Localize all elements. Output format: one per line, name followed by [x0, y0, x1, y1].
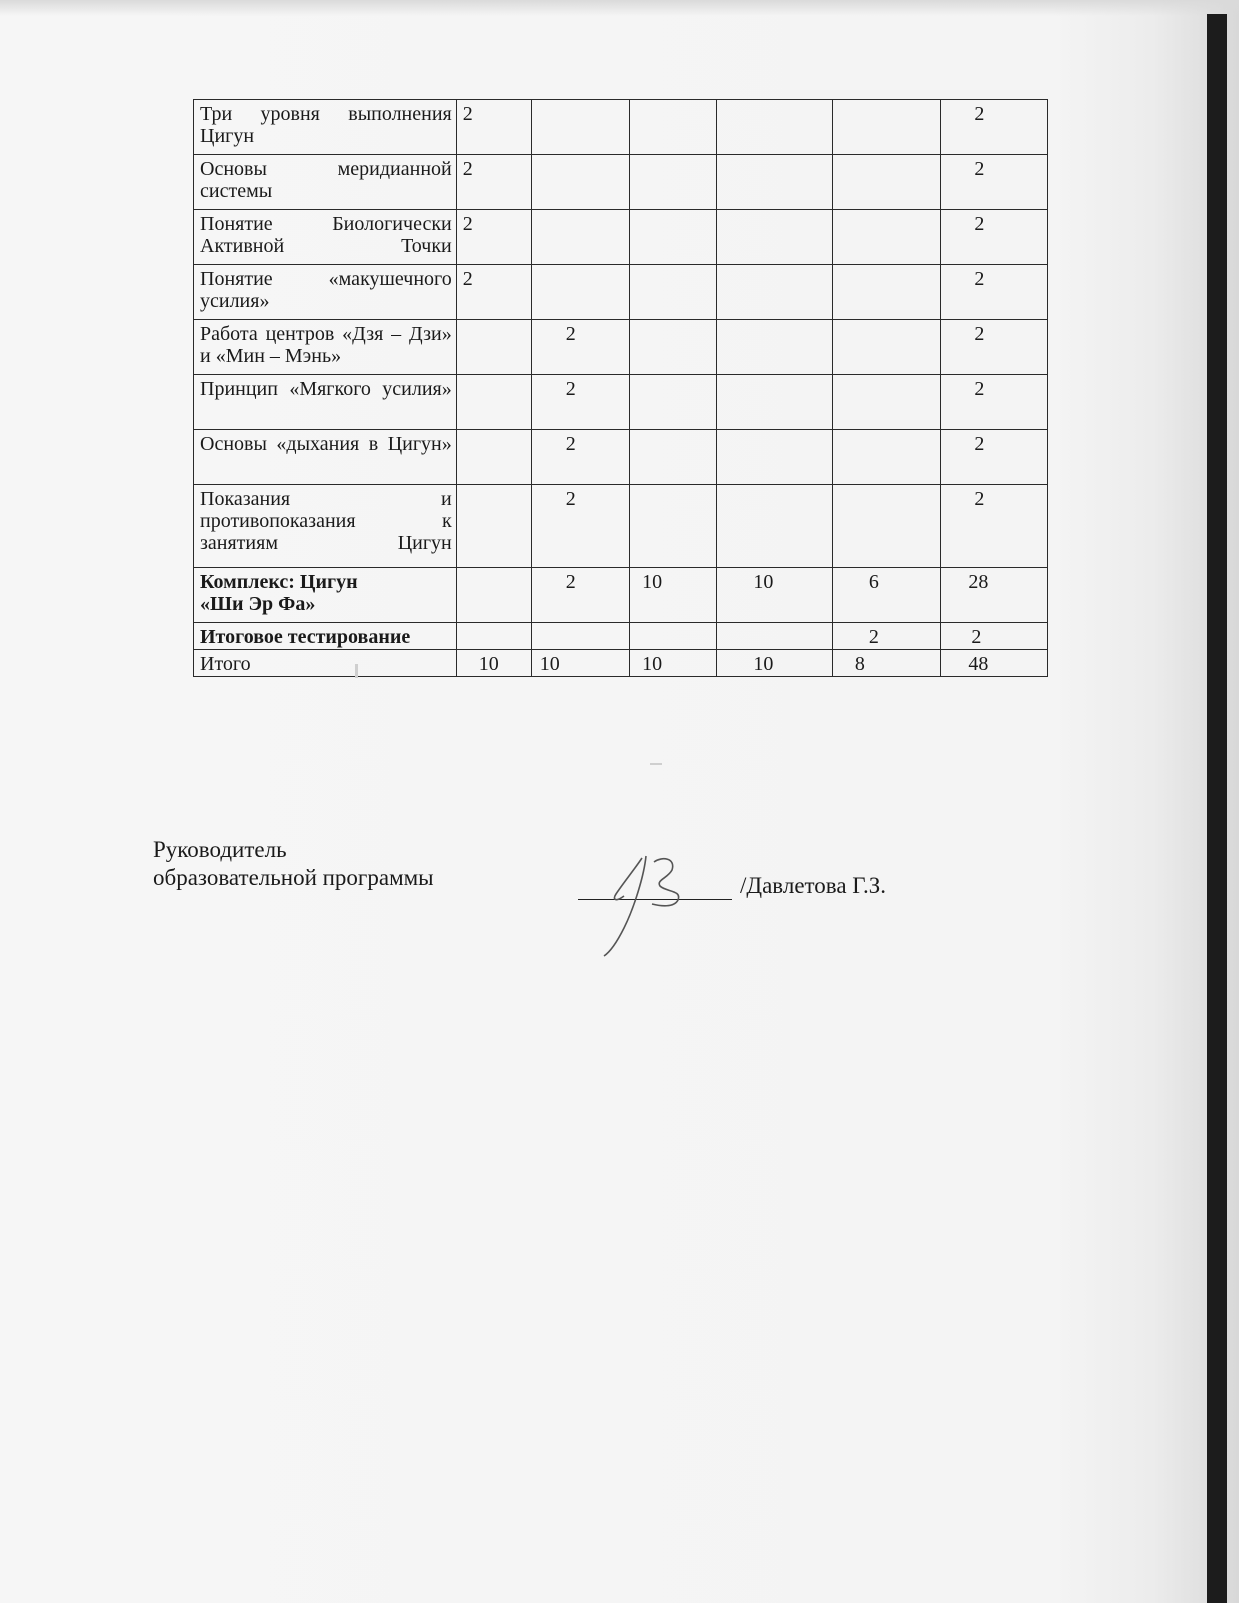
- hours-cell: [717, 265, 833, 320]
- hours-cell: [531, 623, 629, 650]
- hours-cell: [832, 375, 941, 430]
- hours-cell: 6: [832, 568, 941, 623]
- table-row: [194, 155, 1048, 210]
- hours-cell: [717, 155, 833, 210]
- hours-cell: 2: [531, 430, 629, 485]
- table-row: [194, 485, 1048, 568]
- topic-cell: Три уровня выполнения Цигун: [194, 100, 457, 155]
- hours-cell: [630, 623, 717, 650]
- topic-cell: Понятие «макушечного усилия»: [194, 265, 457, 320]
- hours-cell: [630, 265, 717, 320]
- scan-artifact: [650, 763, 662, 765]
- total-hours-cell: 2: [941, 430, 1048, 485]
- hours-cell: 2: [531, 485, 629, 568]
- total-hours-cell: 2: [941, 623, 1048, 650]
- total-hours-cell: 28: [941, 568, 1048, 623]
- hours-cell: [531, 265, 629, 320]
- role-line: образовательной программы: [153, 865, 434, 890]
- hours-cell: [717, 430, 833, 485]
- table-row: [194, 100, 1048, 155]
- topic-cell: Принцип «Мягкого усилия»: [194, 375, 457, 430]
- total-hours-cell: 2: [941, 210, 1048, 265]
- total-hours-cell: 48: [941, 650, 1048, 677]
- scan-edge-border: [1207, 14, 1227, 1603]
- table-row: [194, 623, 1048, 650]
- scan-artifact: [355, 664, 358, 678]
- total-hours-cell: 2: [941, 375, 1048, 430]
- scan-top-shadow: [0, 0, 1239, 16]
- hours-cell: [832, 320, 941, 375]
- hours-cell: [717, 320, 833, 375]
- table-row: [194, 210, 1048, 265]
- hours-cell: 10: [456, 650, 531, 677]
- hours-cell: [456, 568, 531, 623]
- hours-cell: [832, 100, 941, 155]
- hours-cell: 8: [832, 650, 941, 677]
- topic-line: «Ши Эр Фа»: [200, 593, 316, 615]
- hours-cell: [832, 155, 941, 210]
- hours-cell: [630, 320, 717, 375]
- signature-role: [153, 836, 434, 892]
- total-hours-cell: 2: [941, 155, 1048, 210]
- hours-cell: [531, 100, 629, 155]
- topic-cell: Основы «дыхания в Цигун»: [194, 430, 457, 485]
- hours-cell: [717, 100, 833, 155]
- hours-cell: 2: [531, 375, 629, 430]
- topic-cell: Итоговое тестирование: [194, 623, 457, 650]
- hours-cell: [456, 320, 531, 375]
- table-row: [194, 430, 1048, 485]
- hours-cell: [717, 623, 833, 650]
- hours-cell: [630, 430, 717, 485]
- topic-cell: [194, 568, 457, 623]
- hours-cell: [832, 485, 941, 568]
- table-row: [194, 375, 1048, 430]
- hours-cell: 2: [456, 155, 531, 210]
- hours-cell: [832, 430, 941, 485]
- topic-cell: Основы меридианной системы: [194, 155, 457, 210]
- hours-cell: [630, 155, 717, 210]
- hours-cell: [630, 100, 717, 155]
- hours-cell: [456, 430, 531, 485]
- hours-cell: [832, 210, 941, 265]
- hours-cell: [630, 210, 717, 265]
- hours-cell: [717, 210, 833, 265]
- table-row: [194, 650, 1048, 677]
- topic-cell: Понятие Биологически Активной Точки: [194, 210, 457, 265]
- hours-cell: 10: [630, 568, 717, 623]
- table-row: [194, 568, 1048, 623]
- hours-cell: [531, 210, 629, 265]
- hours-cell: [832, 265, 941, 320]
- curriculum-table: [193, 99, 1048, 677]
- topic-cell: Показания и противопоказания к занятиям Цигун: [194, 485, 457, 568]
- hours-cell: 2: [456, 265, 531, 320]
- hours-cell: [531, 155, 629, 210]
- hours-cell: [630, 485, 717, 568]
- handwritten-signature: [594, 848, 718, 958]
- hours-cell: 10: [630, 650, 717, 677]
- role-line: Руководитель: [153, 837, 287, 862]
- hours-cell: 2: [832, 623, 941, 650]
- hours-cell: 10: [717, 650, 833, 677]
- hours-cell: 10: [531, 650, 629, 677]
- hours-cell: [456, 623, 531, 650]
- table-row: [194, 320, 1048, 375]
- total-hours-cell: 2: [941, 485, 1048, 568]
- hours-cell: 2: [531, 320, 629, 375]
- total-hours-cell: 2: [941, 100, 1048, 155]
- hours-cell: 2: [456, 100, 531, 155]
- hours-cell: 2: [531, 568, 629, 623]
- hours-cell: [717, 485, 833, 568]
- signatory-name: /Давлетова Г.З.: [740, 873, 887, 898]
- hours-cell: [456, 375, 531, 430]
- table-row: [194, 265, 1048, 320]
- total-hours-cell: 2: [941, 265, 1048, 320]
- total-hours-cell: 2: [941, 320, 1048, 375]
- topic-cell: Итого: [194, 650, 457, 677]
- hours-cell: 10: [717, 568, 833, 623]
- hours-cell: [717, 375, 833, 430]
- hours-cell: 2: [456, 210, 531, 265]
- topic-cell: Работа центров «Дзя – Дзи» и «Мин – Мэнь»: [194, 320, 457, 375]
- hours-cell: [456, 485, 531, 568]
- topic-line: Комплекс: Цигун: [200, 571, 358, 593]
- hours-cell: [630, 375, 717, 430]
